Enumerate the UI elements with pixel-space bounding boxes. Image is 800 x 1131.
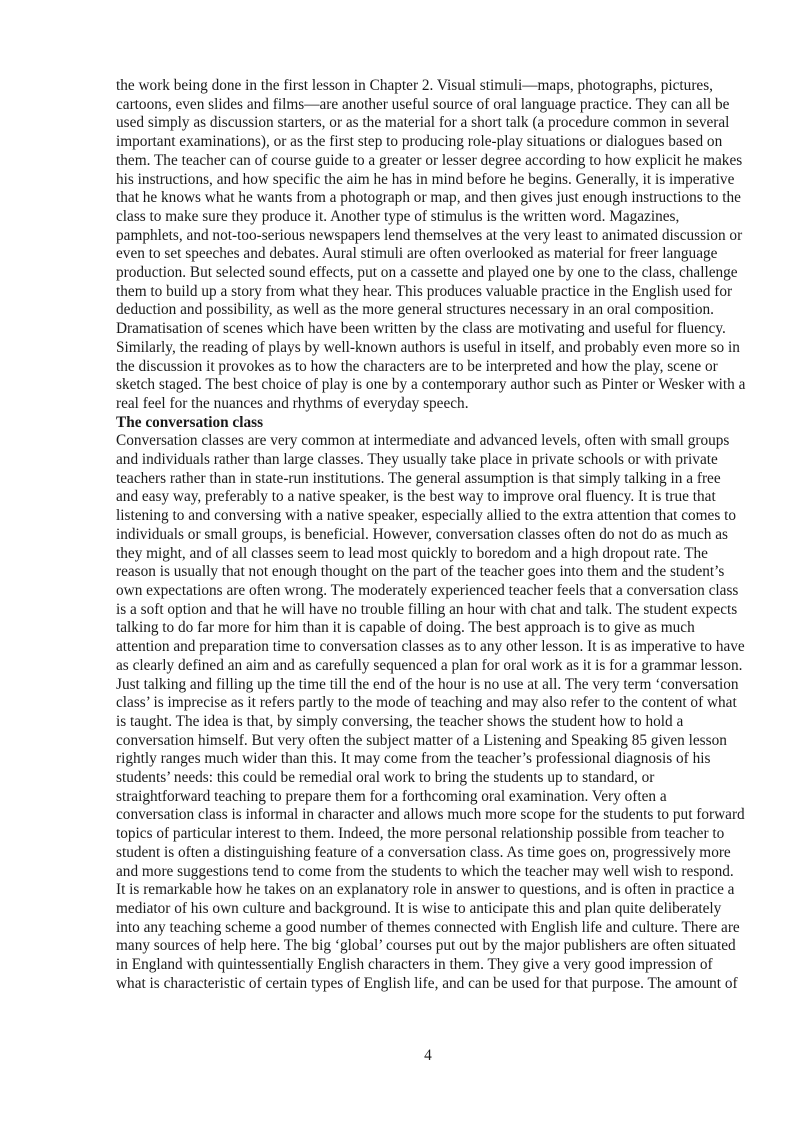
page-number: 4: [424, 1047, 432, 1064]
body-text: [116, 77, 746, 993]
section-heading: The conversation class: [116, 413, 264, 431]
paragraph-visual-stimuli: the work being done in the first lesson in Chapter 2. Visual stimuli—maps, photographs, pictures, cartoons, even slides and films—are another useful source of oral language practice. They can all be used simply as discussion starters, or as the material for a short talk (a procedure common in several important examinations), or as the first step to producing role-play situations or dialogues based on them. The teacher can of course guide to a greater or lesser degree according to how explicit he makes his instructions, and how specific the aim he has in mind before he begins. Generally, it is imperative that he knows what he wants from a photograph or map, and then gives just enough instructions to the class to make sure they produce it. Another type of stimulus is the written word. Magazines, pamphlets, and not-too-serious newspapers lend themselves at the very least to animated discussion or even to set speeches and debates. Aural stimuli are often overlooked as material for freer language production. But selected sound effects, put on a cassette and played one by one to the class, challenge them to build up a story from what they hear. This produces valuable practice in the English used for deduction and possibility, as well as the more general structures necessary in an oral composition. Dramatisation of scenes which have been written by the class are motivating and useful for fluency. Similarly, the reading of plays by well-known authors is useful in itself, and probably even more so in the discussion it provokes as to how the characters are to be interpreted and how the play, scene or sketch staged. The best choice of play is one by a contemporary author such as Pinter or Wesker with a real feel for the nuances and rhythms of everyday speech.: [116, 77, 746, 412]
paragraph-conversation-class: Conversation classes are very common at intermediate and advanced levels, often with small groups and individuals rather than large classes. They usually take place in private schools or with private teachers rather than in state-run institutions. The general assumption is that simply talking in a free and easy way, preferably to a native speaker, is the best way to improve oral fluency. It is true that listening to and conversing with a native speaker, especially allied to the extra attention that comes to individuals or small groups, is beneficial. However, conversation classes often do not do as much as they might, and of all classes seem to lead most quickly to boredom and a high dropout rate. The reason is usually that not enough thought on the part of the teacher goes into them and the student’s own expectations are often wrong. The moderately experienced teacher feels that a conversation class is a soft option and that he will have no trouble filling an hour with chat and talk. The student expects talking to do far more for him than it is capable of doing. The best approach is to give as much attention and preparation time to conversation classes as to any other lesson. It is as imperative to have as clearly defined an aim and as carefully sequenced a plan for oral work as it is for a grammar lesson. Just talking and filling up the time till the end of the hour is no use at all. The very term ‘conversation class’ is imprecise as it refers partly to the mode of teaching and may also refer to the content of what is taught. The idea is that, by simply conversing, the teacher shows the student how to hold a conversation himself. But very often the subject matter of a Listening and Speaking 85 given lesson rightly ranges much wider than this. It may come from the teacher’s professional diagnosis of his students’ needs: this could be remedial oral work to bring the students up to standard, or straightforward teaching to prepare them for a forthcoming oral examination. Very often a conversation class is informal in character and allows much more scope for the students to put forward topics of particular interest to them. Indeed, the more personal relationship possible from teacher to student is often a distinguishing feature of a conversation class. As time goes on, progressively more and more suggestions tend to come from the students to which the teacher may well wish to respond. It is remarkable how he takes on an explanatory role in answer to questions, and is often in practice a mediator of his own culture and background. It is wise to anticipate this and plan quite deliberately into any teaching scheme a good number of themes connected with English life and culture. There are many sources of help here. The big ‘global’ courses put out by the major publishers are often situated in England with quintessentially English characters in them. They give a very good impression of what is characteristic of certain types of English life, and can be used for that purpose. The amount of: [116, 432, 745, 992]
